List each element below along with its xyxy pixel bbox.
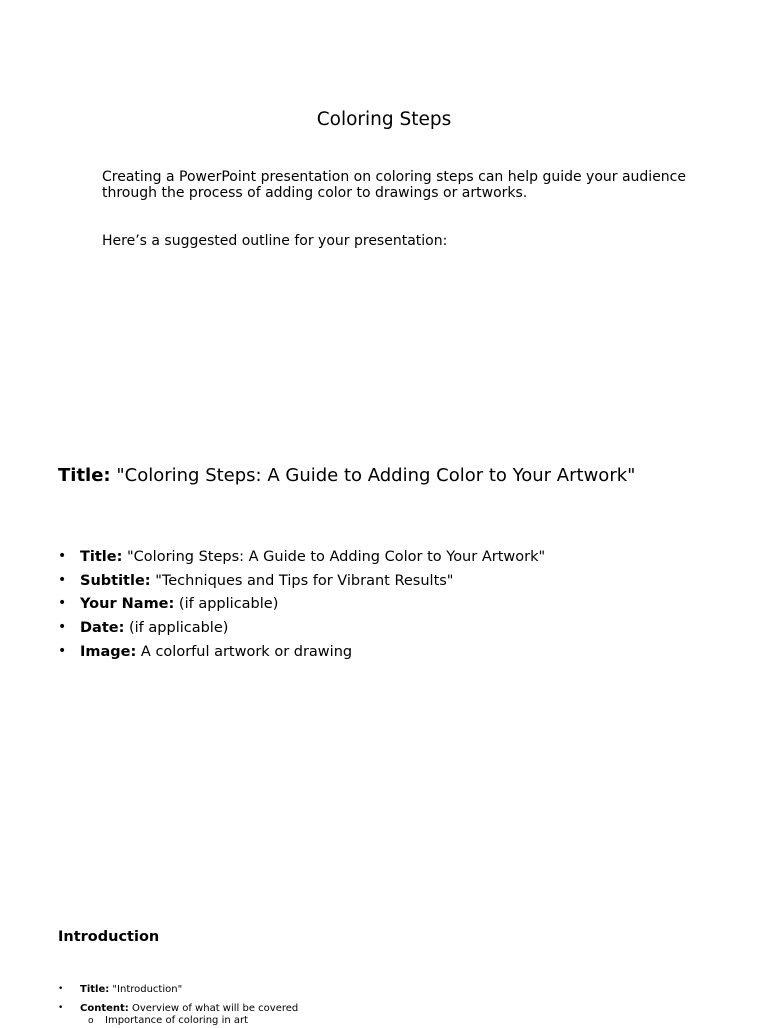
bullet-value: A colorful artwork or drawing	[136, 643, 353, 660]
list-item	[58, 570, 738, 594]
bullet-key: Subtitle:	[80, 572, 151, 589]
title-slide-heading	[58, 464, 738, 488]
title-slide-heading-key: Title:	[58, 465, 111, 486]
intro-paragraph: Creating a PowerPoint presentation on coloring steps can help guide your audience through the process of adding color to drawings or artworks.	[102, 169, 686, 201]
bullet-key: Date:	[80, 620, 125, 637]
title-slide-heading-value: "Coloring Steps: A Guide to Adding Color to Your Artwork"	[110, 465, 636, 486]
introduction-bullet-list	[58, 980, 738, 1018]
bullet-value: (if applicable)	[174, 596, 279, 613]
bullet-icon: •	[58, 984, 64, 994]
bullet-value: "Coloring Steps: A Guide to Adding Color to Your Artwork"	[122, 549, 546, 565]
bullet-key: Title:	[80, 549, 123, 565]
document-title: Coloring Steps	[316, 109, 452, 130]
title-slide-bullet-list	[58, 546, 738, 665]
introduction-heading: Introduction	[58, 929, 160, 945]
bullet-icon: •	[58, 548, 67, 564]
introduction-sub-bullet-list	[88, 1014, 248, 1028]
outline-lead-text: Here’s a suggested outline for your presentation:	[102, 233, 448, 249]
bullet-key: Content:	[80, 1003, 129, 1014]
bullet-value: "Introduction"	[109, 984, 183, 995]
list-item	[58, 617, 738, 641]
bullet-icon: •	[58, 642, 67, 659]
list-item	[58, 641, 738, 665]
list-item	[58, 546, 738, 570]
bullet-icon: •	[58, 619, 67, 636]
list-item	[58, 980, 738, 999]
bullet-icon: •	[58, 1003, 64, 1013]
list-item	[88, 1014, 248, 1028]
bullet-icon: •	[58, 571, 67, 588]
bullet-value: Overview of what will be covered	[128, 1003, 299, 1014]
bullet-key: Image:	[80, 643, 137, 660]
bullet-key: Title:	[80, 984, 110, 995]
sub-bullet-text: Importance of coloring in art	[105, 1015, 249, 1026]
bullet-key: Your Name:	[80, 596, 175, 613]
bullet-value: (if applicable)	[124, 620, 229, 637]
list-item	[58, 593, 738, 617]
bullet-icon: •	[58, 595, 67, 612]
bullet-value: "Techniques and Tips for Vibrant Results"	[150, 572, 454, 589]
sub-bullet-icon: o	[88, 1016, 94, 1026]
